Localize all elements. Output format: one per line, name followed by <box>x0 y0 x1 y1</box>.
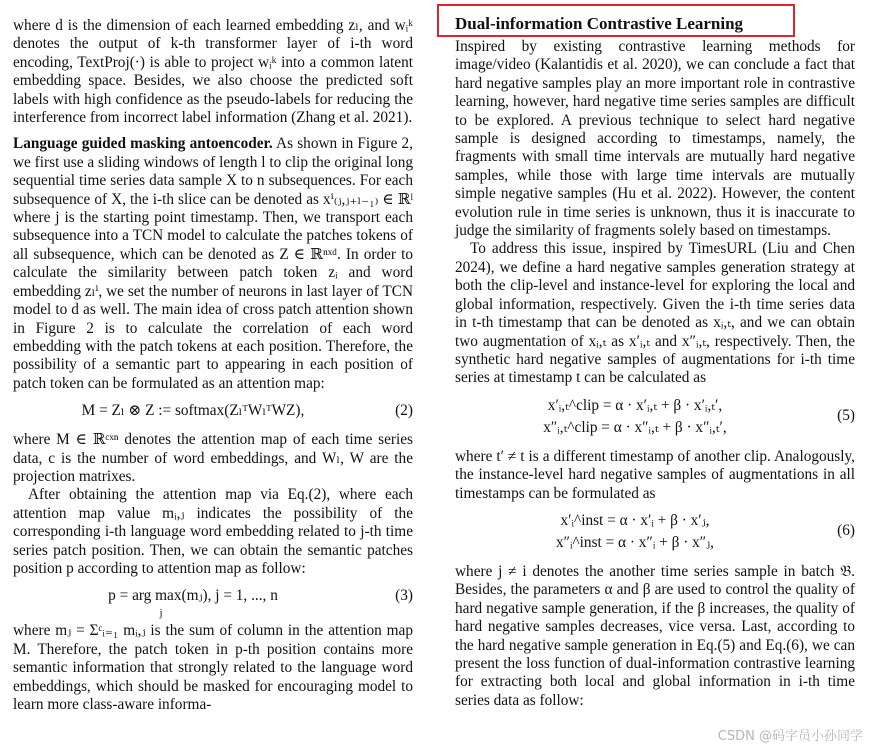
equation-6 <box>455 509 855 557</box>
equation-6-lines <box>455 510 815 554</box>
subsection-heading: Language guided masking antoencoder. <box>13 135 273 153</box>
equation-3-number: (3) <box>395 587 413 605</box>
equation-2 <box>13 399 413 425</box>
equation-5-lines <box>455 395 815 439</box>
watermark: CSDN @码字员小孙同学 <box>717 729 863 744</box>
section-title: Dual-information Contrastive Learning <box>455 14 744 33</box>
equation-3 <box>13 584 413 620</box>
equation-5-number: (5) <box>837 406 855 424</box>
equation-2-number: (2) <box>395 402 413 420</box>
right-paragraph-3: where t′ ≠ t is a different timestamp of another clip. Analogously, the instance-level hard negative samples of augmentations in all timestamps can be formulated as <box>455 447 855 502</box>
left-paragraph-3: where M ∈ ℝᶜˣⁿ denotes the attention map of each time series data, c is the number of word embeddings, and Wₗ, W are the projection matrixes. <box>13 431 413 485</box>
equation-5-line-2: x″ᵢ,ₜ^clip = α · x″ᵢ,ₜ + β · x″ᵢ,ₜ′, <box>543 418 727 436</box>
left-paragraph-5: where mⱼ = Σᶜᵢ₌₁ mᵢ,ⱼ is the sum of column in the attention map M. Therefore, the patch token in p-th position contains more semantic information that strongly related to the language word embeddings, which should be masked for encouraging model to learn more class-aware informa- <box>13 622 413 713</box>
equation-6-line-2: x″ᵢ^inst = α · x″ᵢ + β · x″ⱼ, <box>555 533 715 551</box>
left-paragraph-1: where d is the dimension of each learned embedding zₗ, and wᵢᵏ denotes the output of k-th transformer layer of i-th word encoding, TextProj(·) is able to project wᵢᵏ into a common latent embedding space. Besides, we also choose the predicted soft labels with high confidence as the pseudo-labels for reducing the interference from incorrect label information (Zhang et al. 2021). <box>13 17 413 127</box>
left-paragraph-2 <box>13 135 413 393</box>
equation-5-line-1: x′ᵢ,ₜ^clip = α · x′ᵢ,ₜ + β · x′ᵢ,ₜ′, <box>547 396 723 414</box>
equation-6-number: (6) <box>837 521 855 539</box>
equation-3-body: p = arg max(mⱼ), j = 1, ..., n <box>108 587 278 605</box>
left-column <box>13 17 413 714</box>
left-paragraph-4: After obtaining the attention map via Eq.(2), where each attention map value mᵢ,ⱼ indicates the possibility of the corresponding i-th language word embedding related to j-th time series patch position. Then, we can obtain the semantic patches position p according to attention map as follow: <box>13 486 413 577</box>
right-column <box>455 38 855 710</box>
equation-3-subscript: j <box>159 607 163 620</box>
left-paragraph-2-body: As shown in Figure 2, we first use a sliding windows of length l to clip the original long sequential time series data sample X to n subsequences. For each subsequence of X, the i-th slice can be denoted as xⁱ₍ⱼ,ⱼ₊ₗ₋₁₎ ∈ ℝˡ where j is the starting point timestamp. Then, we transport each subsequence into a TCN model to calculate the patches tokens of all subsequence, which can be denoted as Z ∈ ℝⁿˣᵈ. In order to calculate the similarity between patch token zᵢ and word embedding zₗⁱ, we set the number of neurons in last layer of TCN model to d as well. The main idea of cross patch attention shown in Figure 2 is to calculate the correlation of each word embedding with the patch tokens at each position. Therefore, the possibility of a semantic part to appearing in each position of patch token can be formulated as an attention map: <box>13 135 414 392</box>
right-paragraph-4: where j ≠ i denotes the another time series sample in batch 𝔅. Besides, the parameters α and β are used to control the quality of hard negative sample generation, if the β increases, the quality of hard negative samples decreases, vice versa. Last, according to the hard negative sample generation in Eq.(5) and Eq.(6), we can present the loss function of dual-information contrastive learning for extracting both local and global information in i-th time series data as follow: <box>455 562 855 709</box>
right-paragraph-2: To address this issue, inspired by TimesURL (Liu and Chen 2024), we define a hard negative samples generation strategy at both the clip-level and instance-level for exploring the local and global information, respectively. Given the i-th time series data in t-th timestamp that can be denoted as xᵢ,ₜ, and we can obtain two augmentation of xᵢ,ₜ as x′ᵢ,ₜ and x″ᵢ,ₜ, respectively. Then, the synthetic hard negative samples of augmentations for i-th time series at timestamp t can be calculated as <box>455 240 855 387</box>
equation-5 <box>455 394 855 442</box>
equation-6-line-1: x′ᵢ^inst = α · x′ᵢ + β · x′ⱼ, <box>560 511 710 529</box>
right-paragraph-1: Inspired by existing contrastive learning methods for image/video (Kalantidis et al. 2020), we can conclude a fact that hard negative samples play an more important role in contrastive learning, however, hard negative time series samples are difficult to be explored. A previous technique to select hard negative sample is designed according to timestamps, namely, the fragments with small time intervals are mutually hard negative samples, while those with large time intervals are mutually simple negative samples (Hu et al. 2022). However, the content evolution rule in time series is unknown, thus it is inaccurate to judge the similarity of fragments solely based on timestamps. <box>455 38 855 240</box>
equation-2-body: M = Zₗ ⊗ Z := softmax(ZₗᵀWₗᵀWZ), <box>81 402 305 420</box>
